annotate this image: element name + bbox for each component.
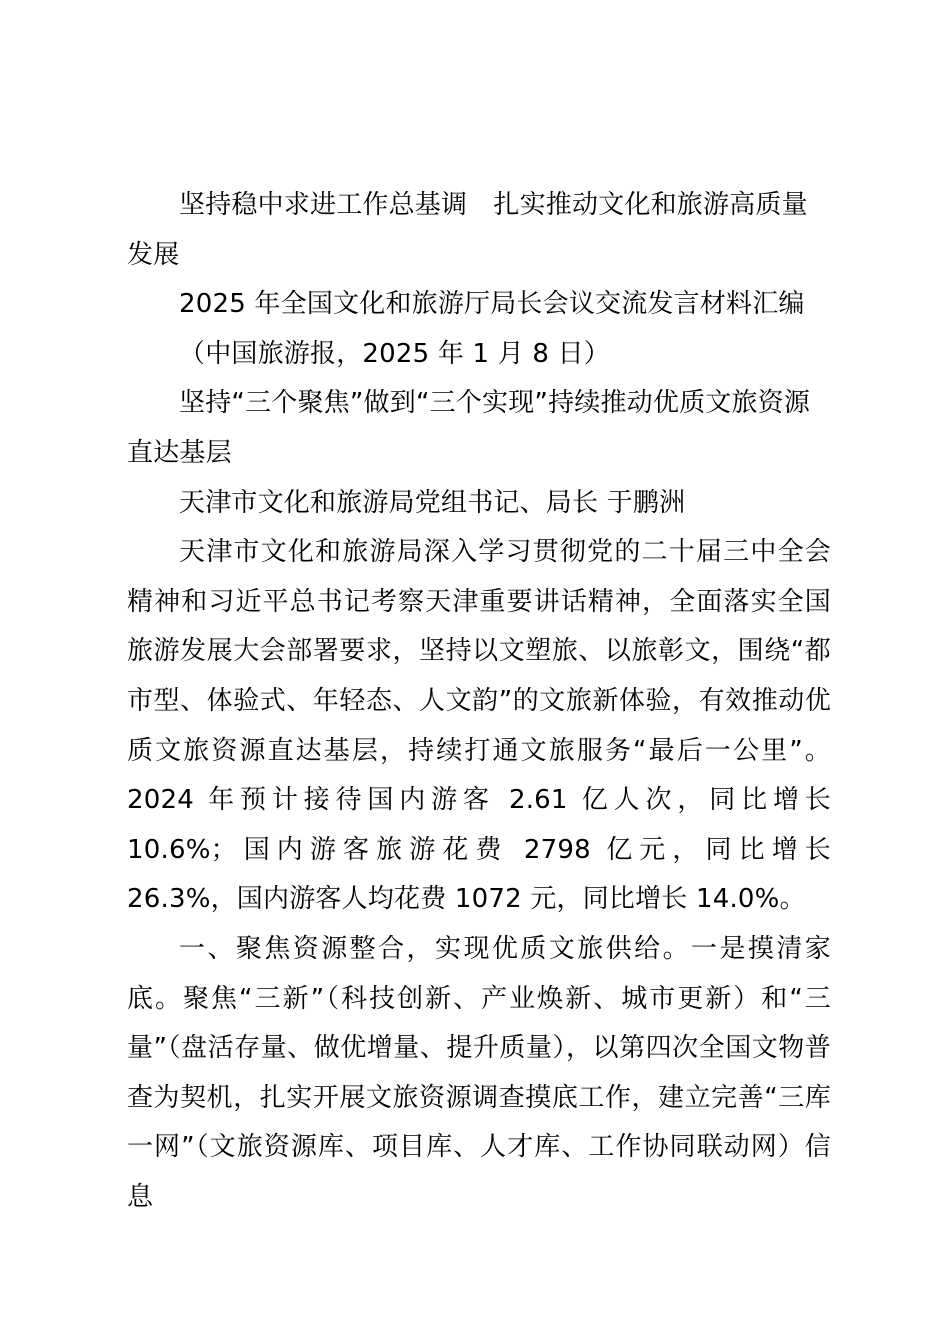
- source-line: （中国旅游报，2025 年 1 月 8 日）: [179, 338, 610, 369]
- compilation-title: 2025 年全国文化和旅游厅局长会议交流发言材料汇编: [179, 289, 805, 320]
- document-body: [127, 181, 831, 1222]
- body-paragraph: 天津市文化和旅游局深入学习贯彻党的二十届三中全会精神和习近平总书记考察天津重要讲话精神，全面落实全国旅游发展大会部署要求，坚持以文塑旅、以旅彰文，围绕“都市型、体验式、年轻态、人文韵”的文旅新体验，有效推动优质文旅资源直达基层，持续打通文旅服务“最后一公里”。2024 年预计接待国内游客 2.61 亿人次，同比增长 10.6%；国内游客旅游花费 2798 亿元，同比增长 26.3%，国内游客人均花费 1072 元，同比增长 14.0%。: [127, 537, 831, 915]
- speech-title: 坚持“三个聚焦”做到“三个实现”持续推动优质文旅资源直达基层: [127, 388, 811, 468]
- article-title: 坚持稳中求进工作总基调 扎实推动文化和旅游高质量发展: [127, 190, 808, 270]
- body-paragraph: 一、聚焦资源整合，实现优质文旅供给。一是摸清家底。聚焦“三新”（科技创新、产业焕新、城市更新）和“三量”（盘活存量、做优增量、提升质量），以第四次全国文物普查为契机，扎实开展文旅资源调查摸底工作，建立完善“三库一网”（文旅资源库、项目库、人才库、工作协同联动网）信息: [127, 933, 831, 1212]
- speaker-line: 天津市文化和旅游局党组书记、局长 于鹏洲: [179, 487, 686, 518]
